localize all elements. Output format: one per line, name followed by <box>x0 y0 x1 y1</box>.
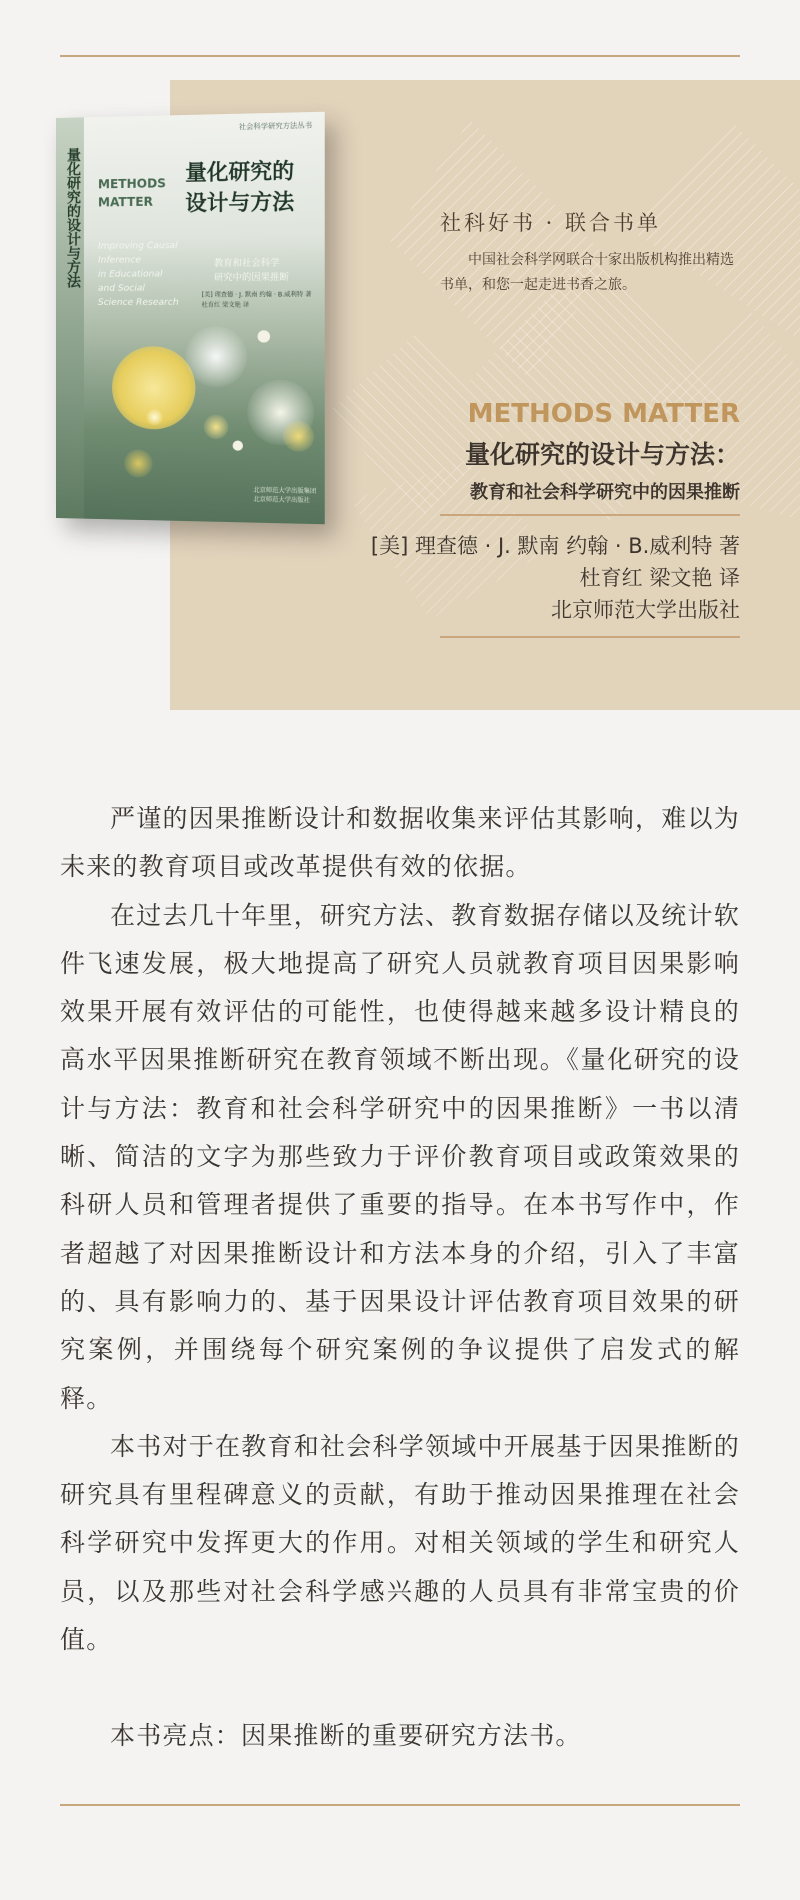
paragraph: 严谨的因果推断设计和数据收集来评估其影响，难以为未来的教育项目或改革提供有效的依据。 <box>60 804 740 882</box>
info-divider <box>440 636 740 638</box>
cover-chinese-subtitle: 教育和社会科学 研究中的因果推断 <box>214 258 289 284</box>
bokeh-light <box>258 330 271 342</box>
book-info-block <box>300 398 740 638</box>
cover-english-title: METHODS MATTER <box>97 176 166 210</box>
bokeh-light <box>204 415 229 440</box>
paragraph: 在过去几十年里，研究方法、教育数据存储以及统计软件飞速发展，极大地提高了研究人员就教育项目因果影响效果开展有效评估的可能性，也使得越来越多设计精良的高水平因果推断研究在教育领域不断出现。《量化研究的设计与方法：教育和社会科学研究中的因果推断》一书以清晰、简洁的文字为那些致力于评价教育项目或政策效果的科研人员和管理者提供了重要的指导。在本书写作中，作者超越了对因果推断设计和方法本身的介绍，引入了丰富的、具有影响力的、基于因果设计评估教育项目效果的研究案例，并围绕每个研究案例的争议提供了启发式的解释。 <box>60 900 740 1413</box>
cover-english-subtitle: Improving Causal Inference in Educational and Social Science Research <box>97 240 179 308</box>
cover-publisher-logo: 北京师范大学出版集团 北京师范大学出版社 <box>253 486 317 505</box>
info-chinese-title: 量化研究的设计与方法： <box>464 440 740 469</box>
cover-chinese-title: 量化研究的 设计与方法 <box>185 157 295 216</box>
bokeh-light <box>146 409 162 425</box>
info-english-title: METHODS MATTER <box>467 399 740 429</box>
info-authors: [美] 理查德 · J. 默南 约翰 · B.威利特 著 <box>370 534 740 558</box>
bokeh-light <box>233 440 243 450</box>
tagline-title: 社科好书 · 联合书单 <box>440 211 662 235</box>
info-publisher: 北京师范大学出版社 <box>551 598 740 622</box>
bottom-divider <box>60 1804 740 1806</box>
highlight-paragraph: 本书亮点：因果推断的重要研究方法书。 <box>110 1721 582 1751</box>
info-divider <box>440 514 740 516</box>
cover-authors: [美] 理查德 · J. 默南 约翰 · B.威利特 著 杜育红 梁文艳 译 <box>201 291 312 309</box>
bokeh-light <box>124 449 152 478</box>
book-spine <box>56 117 84 518</box>
paragraph: 本书对于在教育和社会科学领域中开展基于因果推断的研究具有里程碑意义的贡献，有助于推动因果推理在社会科学研究中发挥更大的作用。对相关领域的学生和研究人员，以及那些对社会科学感兴趣的人员具有非常宝贵的价值。 <box>60 1431 740 1655</box>
article-body <box>60 795 740 1761</box>
info-chinese-subtitle: 教育和社会科学研究中的因果推断 <box>470 482 740 503</box>
tagline-text: 中国社会科学网联合十家出版机构推出精选书单，和您一起走进书香之旅。 <box>440 252 734 293</box>
spine-title: 量化研究的设计与方法 <box>64 147 81 288</box>
info-translators: 杜育红 梁文艳 译 <box>579 566 740 590</box>
top-divider <box>60 55 740 57</box>
bokeh-light <box>185 326 247 387</box>
cover-series-label: 社会科学研究方法丛书 <box>238 121 313 132</box>
book-front-cover <box>84 112 325 525</box>
book-cover-image <box>56 112 325 525</box>
